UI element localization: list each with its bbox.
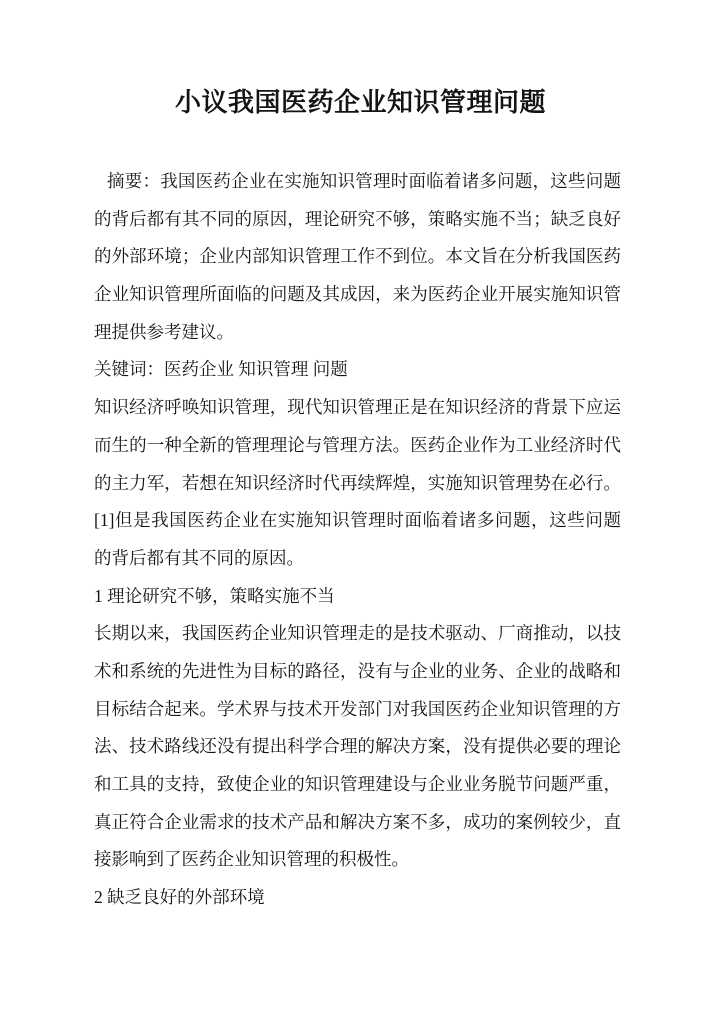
text-line: 接影响到了医药企业知识管理的积极性。 — [94, 849, 409, 870]
paragraph-heading-2 — [94, 879, 621, 917]
text-line: 2 缺乏良好的外部环境 — [94, 887, 265, 908]
text-line: 的外部环境；企业内部知识管理工作不到位。本文旨在分析我国医药 — [94, 246, 621, 267]
text-line: 企业知识管理所面临的问题及其成因，来为医药企业开展实施知识管 — [94, 284, 621, 305]
paragraph-intro — [94, 389, 621, 577]
text-line: 理提供参考建议。 — [94, 321, 234, 342]
text-line: 而生的一种全新的管理理论与管理方法。医药企业作为工业经济时代 — [94, 434, 621, 455]
text-line: 关键词：医药企业 知识管理 问题 — [94, 359, 348, 380]
text-line: 的主力军，若想在知识经济时代再续辉煌，实施知识管理势在必行。 — [94, 472, 621, 493]
text-line: [1]但是我国医药企业在实施知识管理时面临着诸多问题，这些问题 — [94, 510, 621, 531]
text-line: 1 理论研究不够，策略实施不当 — [94, 585, 335, 606]
text-line: 长期以来，我国医药企业知识管理走的是技术驱动、厂商推动，以技 — [94, 623, 621, 644]
text-line: 的背后都有其不同的原因，理论研究不够，策略实施不当；缺乏良好 — [94, 208, 621, 229]
paragraph-keywords — [94, 351, 621, 389]
paragraph-heading-1 — [94, 578, 621, 616]
paragraph-section-1-body — [94, 615, 621, 879]
text-line: 术和系统的先进性为目标的路径，没有与企业的业务、企业的战略和 — [94, 660, 621, 681]
text-line: 真正符合企业需求的技术产品和解决方案不多，成功的案例较少，直 — [94, 811, 621, 832]
document-body — [94, 163, 621, 917]
paragraph-abstract — [94, 163, 621, 351]
text-line: 目标结合起来。学术界与技术开发部门对我国医药企业知识管理的方 — [94, 698, 621, 719]
text-line: 法、技术路线还没有提出科学合理的解决方案，没有提供必要的理论 — [94, 736, 621, 757]
text-line: 和工具的支持，致使企业的知识管理建设与企业业务脱节问题严重， — [94, 774, 621, 794]
text-line: 知识经济呼唤知识管理，现代知识管理正是在知识经济的背景下应运 — [94, 397, 621, 418]
document-title: 小议我国医药企业知识管理问题 — [174, 88, 546, 117]
text-line: 摘要：我国医药企业在实施知识管理时面临着诸多问题，这些问题 — [107, 171, 621, 191]
text-line: 的背后都有其不同的原因。 — [94, 547, 304, 568]
